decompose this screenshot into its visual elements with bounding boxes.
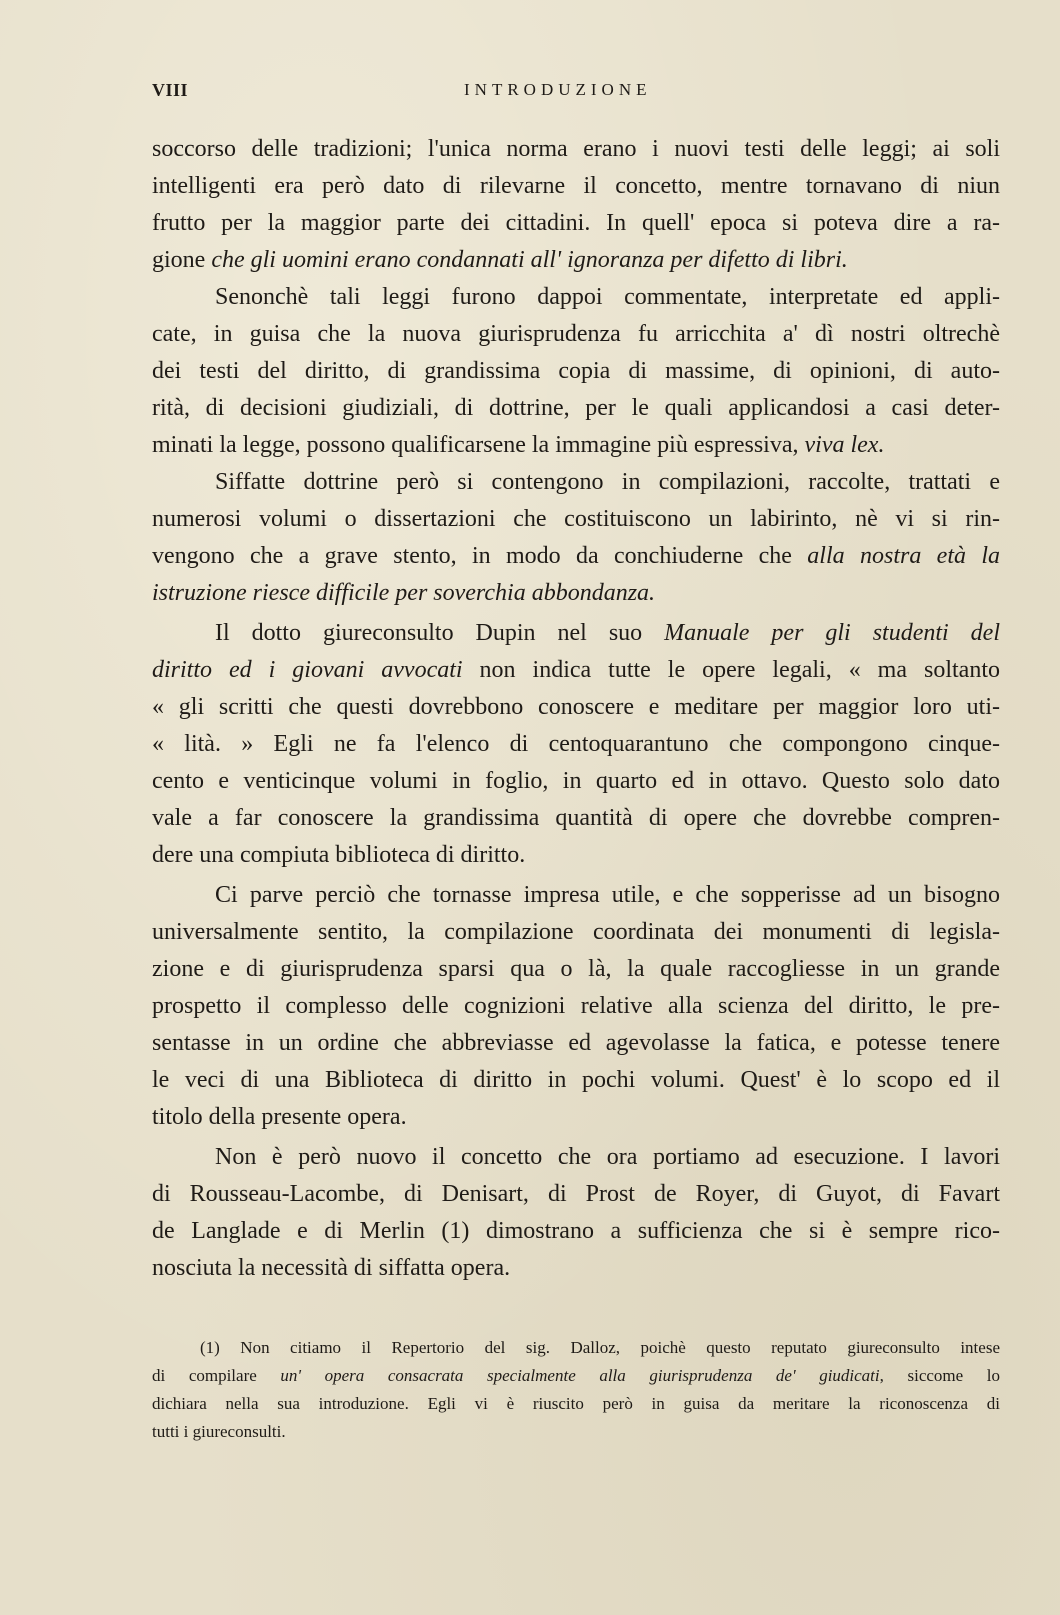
text-line: rità, di decisioni giudiziali, di dottrine, per le quali applicandosi a casi deter-	[152, 395, 1000, 421]
paragraph-first-line: Ci parve perciò che tornasse impresa utile, e che sopperisse ad un bisogno	[215, 882, 1000, 908]
italic-phrase: che gli uomini erano condannati all' ignoranza per difetto di libri.	[211, 247, 848, 273]
italic-phrase: alla nostra età la	[807, 543, 1001, 569]
text-line: prospetto il complesso delle cognizioni relative alla scienza del diritto, le pre-	[152, 993, 1000, 1019]
text-line: minati la legge, possono qualificarsene la immagine più espressiva, viva lex.	[152, 432, 885, 458]
text-line: universalmente sentito, la compilazione coordinata dei monumenti di legisla-	[152, 919, 1000, 945]
text-line: gione che gli uomini erano condannati all' ignoranza per difetto di libri.	[152, 247, 848, 273]
text-line: di Rousseau-Lacombe, di Denisart, di Prost de Royer, di Guyot, di Favart	[152, 1181, 1000, 1207]
text-line: vengono che a grave stento, in modo da conchiuderne che alla nostra età la	[152, 543, 1001, 569]
running-head	[152, 80, 1000, 104]
text-line: cento e venticinque volumi in foglio, in quarto ed in ottavo. Questo solo dato	[152, 768, 1000, 794]
text-line: diritto ed i giovani avvocati non indica tutte le opere legali, « ma soltanto	[152, 657, 1000, 683]
text-line: frutto per la maggior parte dei cittadini. In quell' epoca si poteva dire a ra-	[152, 210, 1000, 236]
italic-phrase: un' opera consacrata specialmente alla giurisprudenza de' giudicati	[280, 1366, 880, 1385]
footnote-line: (1) Non citiamo il Repertorio del sig. Dalloz, poichè questo reputato giureconsulto intese	[200, 1338, 1000, 1357]
text-line: intelligenti era però dato di rilevarne il concetto, mentre tornavano di niun	[152, 173, 1000, 199]
italic-phrase: diritto ed i giovani avvocati	[152, 657, 463, 683]
footnote-line: dichiara nella sua introduzione. Egli vi è riuscito però in guisa da meritare la riconoscenza di	[152, 1394, 1000, 1413]
paragraph-first-line: Il dotto giureconsulto Dupin nel suo Manuale per gli studenti del	[215, 620, 1000, 646]
text-line: cate, in guisa che la nuova giurisprudenza fu arricchita a' dì nostri oltrechè	[152, 321, 1000, 347]
text-line: titolo della presente opera.	[152, 1104, 407, 1130]
text-line: numerosi volumi o dissertazioni che costituiscono un labirinto, nè vi si rin-	[152, 506, 1000, 532]
paragraph-first-line: Non è però nuovo il concetto che ora portiamo ad esecuzione. I lavori	[215, 1144, 1000, 1170]
footnote-line: tutti i giureconsulti.	[152, 1422, 286, 1441]
text-line: zione e di giurisprudenza sparsi qua o là, la quale raccogliesse in un grande	[152, 956, 1000, 982]
text-line: le veci di una Biblioteca di diritto in pochi volumi. Quest' è lo scopo ed il	[152, 1067, 1000, 1093]
text-line: dere una compiuta biblioteca di diritto.	[152, 842, 526, 868]
text-line: sentasse in un ordine che abbreviasse ed agevolasse la fatica, e potesse tenere	[152, 1030, 1000, 1056]
footnote-line: di compilare un' opera consacrata specialmente alla giurisprudenza de' giudicati, siccome lo	[152, 1366, 1000, 1385]
paragraph-first-line: Siffatte dottrine però si contengono in compilazioni, raccolte, trattati e	[215, 469, 1000, 495]
text-line: « gli scritti che questi dovrebbono conoscere e meditare per maggior loro uti-	[152, 694, 1000, 720]
text-line: dei testi del diritto, di grandissima copia di massime, di opinioni, di auto-	[152, 358, 1000, 384]
italic-phrase: Manuale per gli studenti del	[664, 620, 1000, 646]
paragraph-first-line: Senonchè tali leggi furono dappoi commentate, interpretate ed appli-	[215, 284, 1000, 310]
text-line: de Langlade e di Merlin (1) dimostrano a sufficienza che si è sempre rico-	[152, 1218, 1000, 1244]
italic-phrase: viva lex.	[804, 432, 885, 458]
page-number: VIII	[152, 80, 189, 100]
running-title: INTRODUZIONE	[464, 80, 652, 99]
text-line: nosciuta la necessità di siffatta opera.	[152, 1255, 511, 1281]
text-line: vale a far conoscere la grandissima quantità di opere che dovrebbe compren-	[152, 805, 1000, 831]
text-line: soccorso delle tradizioni; l'unica norma erano i nuovi testi delle leggi; ai soli	[152, 136, 1000, 162]
text-line: « lità. » Egli ne fa l'elenco di centoquarantuno che compongono cinque-	[152, 731, 1000, 757]
text-line: istruzione riesce difficile per soverchia abbondanza.	[152, 580, 656, 606]
